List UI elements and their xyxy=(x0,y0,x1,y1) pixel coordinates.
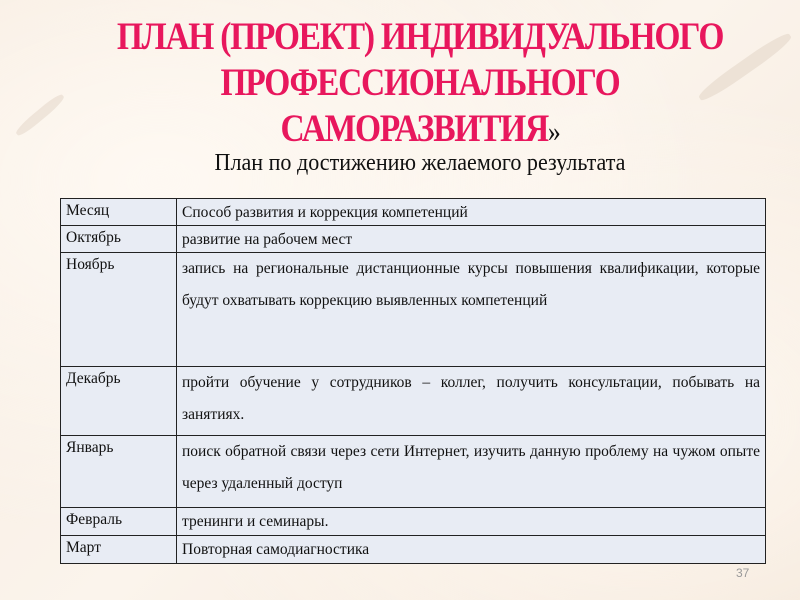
table-row xyxy=(61,253,766,367)
table-row xyxy=(61,436,766,508)
title-line-2: ПРОФЕССИОНАЛЬНОГО xyxy=(220,61,620,104)
row-month: Октябрь xyxy=(61,226,177,253)
row-method: запись на региональные дистанционные курсы повышения квалификации, которые будут охватывать коррекцию выявленных компетенций xyxy=(177,253,766,367)
table-row xyxy=(61,367,766,436)
row-method: пройти обучение у сотрудников – коллег, получить консультации, побывать на занятиях. xyxy=(177,367,766,436)
row-month: Январь xyxy=(61,436,177,508)
row-month: Март xyxy=(61,536,177,564)
slide-number: 37 xyxy=(736,566,750,580)
title-closing-quote: » xyxy=(547,115,560,148)
row-month: Декабрь xyxy=(61,367,177,436)
header-month: Месяц xyxy=(61,199,177,226)
row-month: Ноябрь xyxy=(61,253,177,367)
slide-subtitle: План по достижению желаемого результата xyxy=(214,150,626,176)
row-method: развитие на рабочем мест xyxy=(177,226,766,253)
table-row xyxy=(61,508,766,536)
row-method: Повторная самодиагностика xyxy=(177,536,766,564)
table-row xyxy=(61,536,766,564)
row-method: поиск обратной связи через сети Интернет, изучить данную проблему на чужом опыте через удаленный доступ xyxy=(177,436,766,508)
background-decoration xyxy=(14,92,66,138)
title-line-1: ПЛАН (ПРОЕКТ) ИНДИВИДУАЛЬНОГО xyxy=(116,15,724,58)
row-method: тренинги и семинары. xyxy=(177,508,766,536)
table-header-row xyxy=(61,199,766,226)
table-row xyxy=(61,226,766,253)
plan-table xyxy=(60,198,766,564)
row-month: Февраль xyxy=(61,508,177,536)
title-line-3: САМОРАЗВИТИЯ xyxy=(280,107,548,150)
header-method: Способ развития и коррекция компетенций xyxy=(177,199,766,226)
slide-title xyxy=(93,14,747,155)
